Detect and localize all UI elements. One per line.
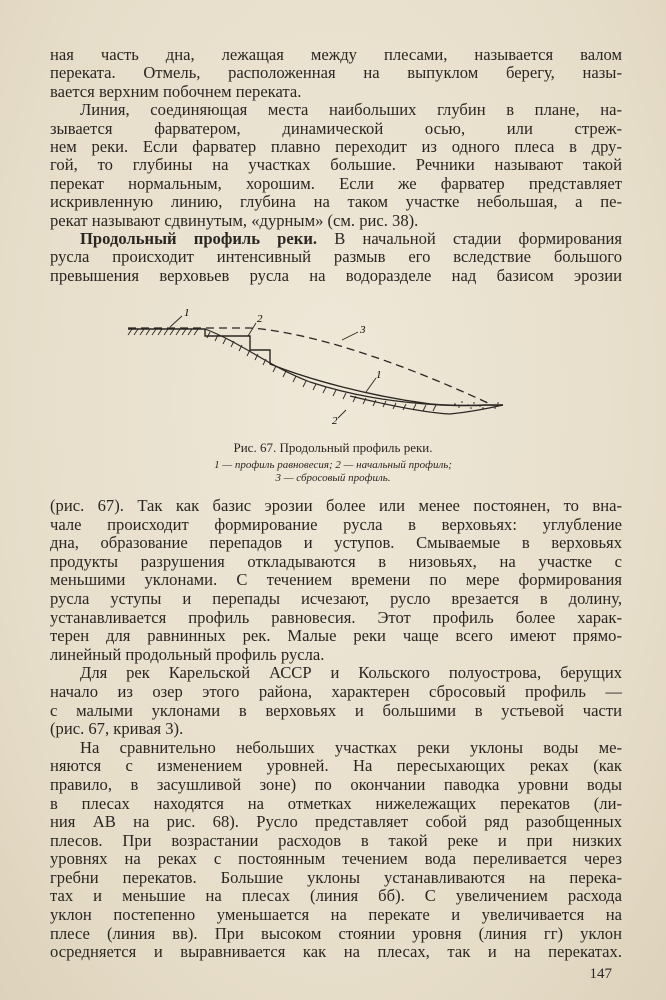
section-heading: Продольный профиль реки. xyxy=(80,229,318,249)
text-line: с малыми уклонами в верховьях и большими в устьевой части xyxy=(50,700,622,720)
paragraph-3 xyxy=(50,230,622,285)
text-line: терен для равнинных рек. Малые реки чаще всего имеют прямо- xyxy=(50,626,622,646)
text-line: плесов. При возрастании расходов в такой реке и при низких xyxy=(50,830,622,850)
text-line: начало из озер этого района, характерен сбросовый профиль — xyxy=(50,681,622,701)
text-line: ния AB на рис. 68). Русло представляет собой ряд разобщенных xyxy=(50,812,622,832)
text-line: гой, то глубины на участках большие. Речники называют такой xyxy=(50,155,622,175)
text-line: правило, в засушливой зоне) по окончании паводка уровни воды xyxy=(50,774,622,794)
paragraph-6 xyxy=(50,739,622,962)
curve-2-stepped xyxy=(128,329,503,406)
text-line: ная часть дна, лежащая между плесами, называется валом xyxy=(50,45,622,64)
text-line: дна, образование перепадов и уступов. Смываемые в верховьях xyxy=(50,533,622,553)
text-line: уровнях на реках с постоянным течением вода переливается через xyxy=(50,849,622,869)
label-1-bottom: 1 xyxy=(376,369,382,381)
figure-caption-legend-2: 3 — сбросовый профиль. xyxy=(275,472,391,484)
curve-3-dashed xyxy=(128,328,490,404)
text-line: тах и меньшие на плесах (линия бб). С увеличением расхода xyxy=(50,886,622,906)
text-line: в плесах находятся на отметках нижележащих перекатов (ли- xyxy=(50,793,622,813)
text-run: В начальной стадии формирования xyxy=(334,229,622,249)
text-line: устанавливается профиль равновесия. Этот профиль более харак- xyxy=(50,607,622,627)
text-line: искривленную линию, глубина на таком участке небольшая, а пе- xyxy=(50,192,622,212)
text-line: уклон постепенно уменьшается на перекате и увеличивается на xyxy=(50,905,622,925)
text-line: перекат нормальным, хорошим. Если же фарватер представляет xyxy=(50,173,622,193)
profile-diagram xyxy=(110,292,550,442)
text-line: Линия, соединяющая места наибольших глубин в плане, на- xyxy=(80,100,622,120)
label-2-top: 2 xyxy=(257,313,263,325)
text-line: чале происходит формирование русла в верховьях: углубление xyxy=(50,514,622,534)
figure-67 xyxy=(110,292,550,442)
text-line: Для рек Карельской АССР и Кольского полуострова, берущих xyxy=(80,663,622,683)
text-block-bottom xyxy=(50,497,622,962)
text-line: нем реки. Если фарватер плавно переходит из одного плеса в дру- xyxy=(50,137,622,157)
text-line: вается верхним побочнем переката. xyxy=(50,81,302,101)
page-number: 147 xyxy=(589,966,612,982)
label-2-bottom: 2 xyxy=(332,415,338,427)
label-3: 3 xyxy=(360,324,366,336)
text-block-top xyxy=(50,46,622,285)
text-line: (рис. 67, кривая 3). xyxy=(50,719,184,739)
label-1-top: 1 xyxy=(184,307,190,319)
text-line: плесе (линия вв). При высоком стоянии уровня (линия гг) уклон xyxy=(50,923,622,943)
text-line: линейный продольный профиль русла. xyxy=(50,644,325,664)
text-line: На сравнительно небольших участках реки уклоны воды ме- xyxy=(80,737,622,757)
text-line: рекат называют сдвинутым, «дурным» (см. рис. 38). xyxy=(50,210,419,230)
text-line: зывается фарватером, динамической осью, или стреж- xyxy=(50,118,622,138)
leader-lines xyxy=(170,316,376,418)
text-line: превышения верховьев русла на водоразделе над базисом эрозии xyxy=(50,265,622,285)
ground-hatching xyxy=(128,329,436,411)
text-line: гребни перекатов. Большие уклоны устанавливаются на перека- xyxy=(50,867,622,887)
figure-caption-title: Рис. 67. Продольный профиль реки. xyxy=(233,440,433,455)
text-line: (рис. 67). Так как базис эрозии более или менее постоянен, то вна- xyxy=(50,496,622,515)
text-line xyxy=(50,230,622,248)
text-line: осредняется и выравнивается как на плесах, так и на перекатах. xyxy=(50,942,622,962)
paragraph-2 xyxy=(50,101,622,230)
text-line: русла происходит интенсивный размыв его вследствие большого xyxy=(50,247,622,267)
text-line: продукты разрушения откладываются в низовьях, на участке с xyxy=(50,551,622,571)
paragraph-5 xyxy=(50,664,622,738)
text-line: русла уступы и перепады исчезают, русло врезается в долину, xyxy=(50,588,622,608)
figure-caption-legend-1: 1 — профиль равновесия; 2 — начальный профиль; xyxy=(214,459,452,471)
text-line: няются с изменением уровней. На пересыхающих реках (как xyxy=(50,756,622,776)
paragraph-1 xyxy=(50,46,622,101)
text-line: меньшими уклонами. С течением времени по мере формирования xyxy=(50,570,622,590)
text-line: переката. Отмель, расположенная на выпуклом берегу, назы- xyxy=(50,63,622,83)
paragraph-4 xyxy=(50,497,622,664)
